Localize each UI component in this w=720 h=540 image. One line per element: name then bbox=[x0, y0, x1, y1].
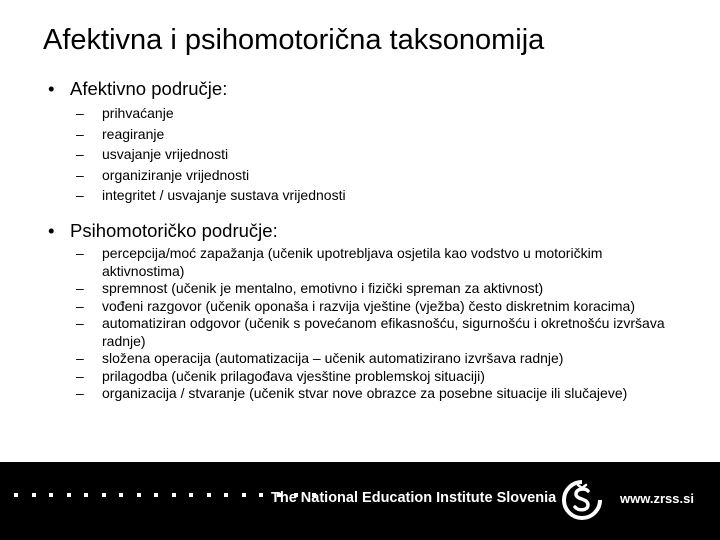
zrss-s-logo-icon bbox=[560, 478, 604, 522]
section-affective-heading bbox=[48, 78, 227, 100]
list-item: – usvajanje vrijednosti bbox=[76, 146, 229, 163]
slide-title: Afektivna i psihomotorična taksonomija bbox=[43, 24, 545, 56]
website-url: www.zrss.si bbox=[620, 491, 694, 506]
section-heading: Psihomotoričko područje: bbox=[70, 220, 278, 241]
bullet-icon: • bbox=[48, 220, 55, 241]
list-item: – prihvaćanje bbox=[76, 105, 174, 121]
affective-list bbox=[76, 103, 346, 206]
psychomotor-list bbox=[76, 245, 676, 403]
list-item: – organizacija / stvaranje (učenik stvar nove obrazce za posebne situacije ili slučajeve) bbox=[76, 385, 628, 401]
section-heading: Afektivno područje: bbox=[70, 78, 228, 99]
list-item: – automatiziran odgovor (učenik s povećanom efikasnošću, sigurnošću i okretnošću izvršava radnje) bbox=[76, 315, 665, 349]
list-item: – organiziranje vrijednosti bbox=[76, 166, 250, 183]
bullet-icon: • bbox=[48, 78, 55, 99]
list-item: – percepcija/moć zapažanja (učenik upotrebljava osjetila kao vodstvo u motoričkim aktivnostima) bbox=[76, 245, 603, 279]
list-item: – integritet / usvajanje sustava vrijednosti bbox=[76, 187, 346, 204]
list-item: – složena operacija (automatizacija – učenik automatizirano izvršava radnje) bbox=[76, 350, 564, 366]
list-item: – prilagodba (učenik prilagođava vjesštine problemskoj situaciji) bbox=[76, 367, 485, 384]
section-psychomotor-heading bbox=[48, 220, 278, 242]
list-item: – vođeni razgovor (učenik oponaša i razvija vještine (vježba) često diskretnim koracima) bbox=[76, 297, 636, 314]
list-item: – reagiranje bbox=[76, 125, 165, 142]
list-item: – spremnost (učenik je mentalno, emotivno i fizički spreman za aktivnost) bbox=[76, 280, 544, 296]
institute-name: The National Education Institute Slovenia bbox=[271, 490, 557, 506]
